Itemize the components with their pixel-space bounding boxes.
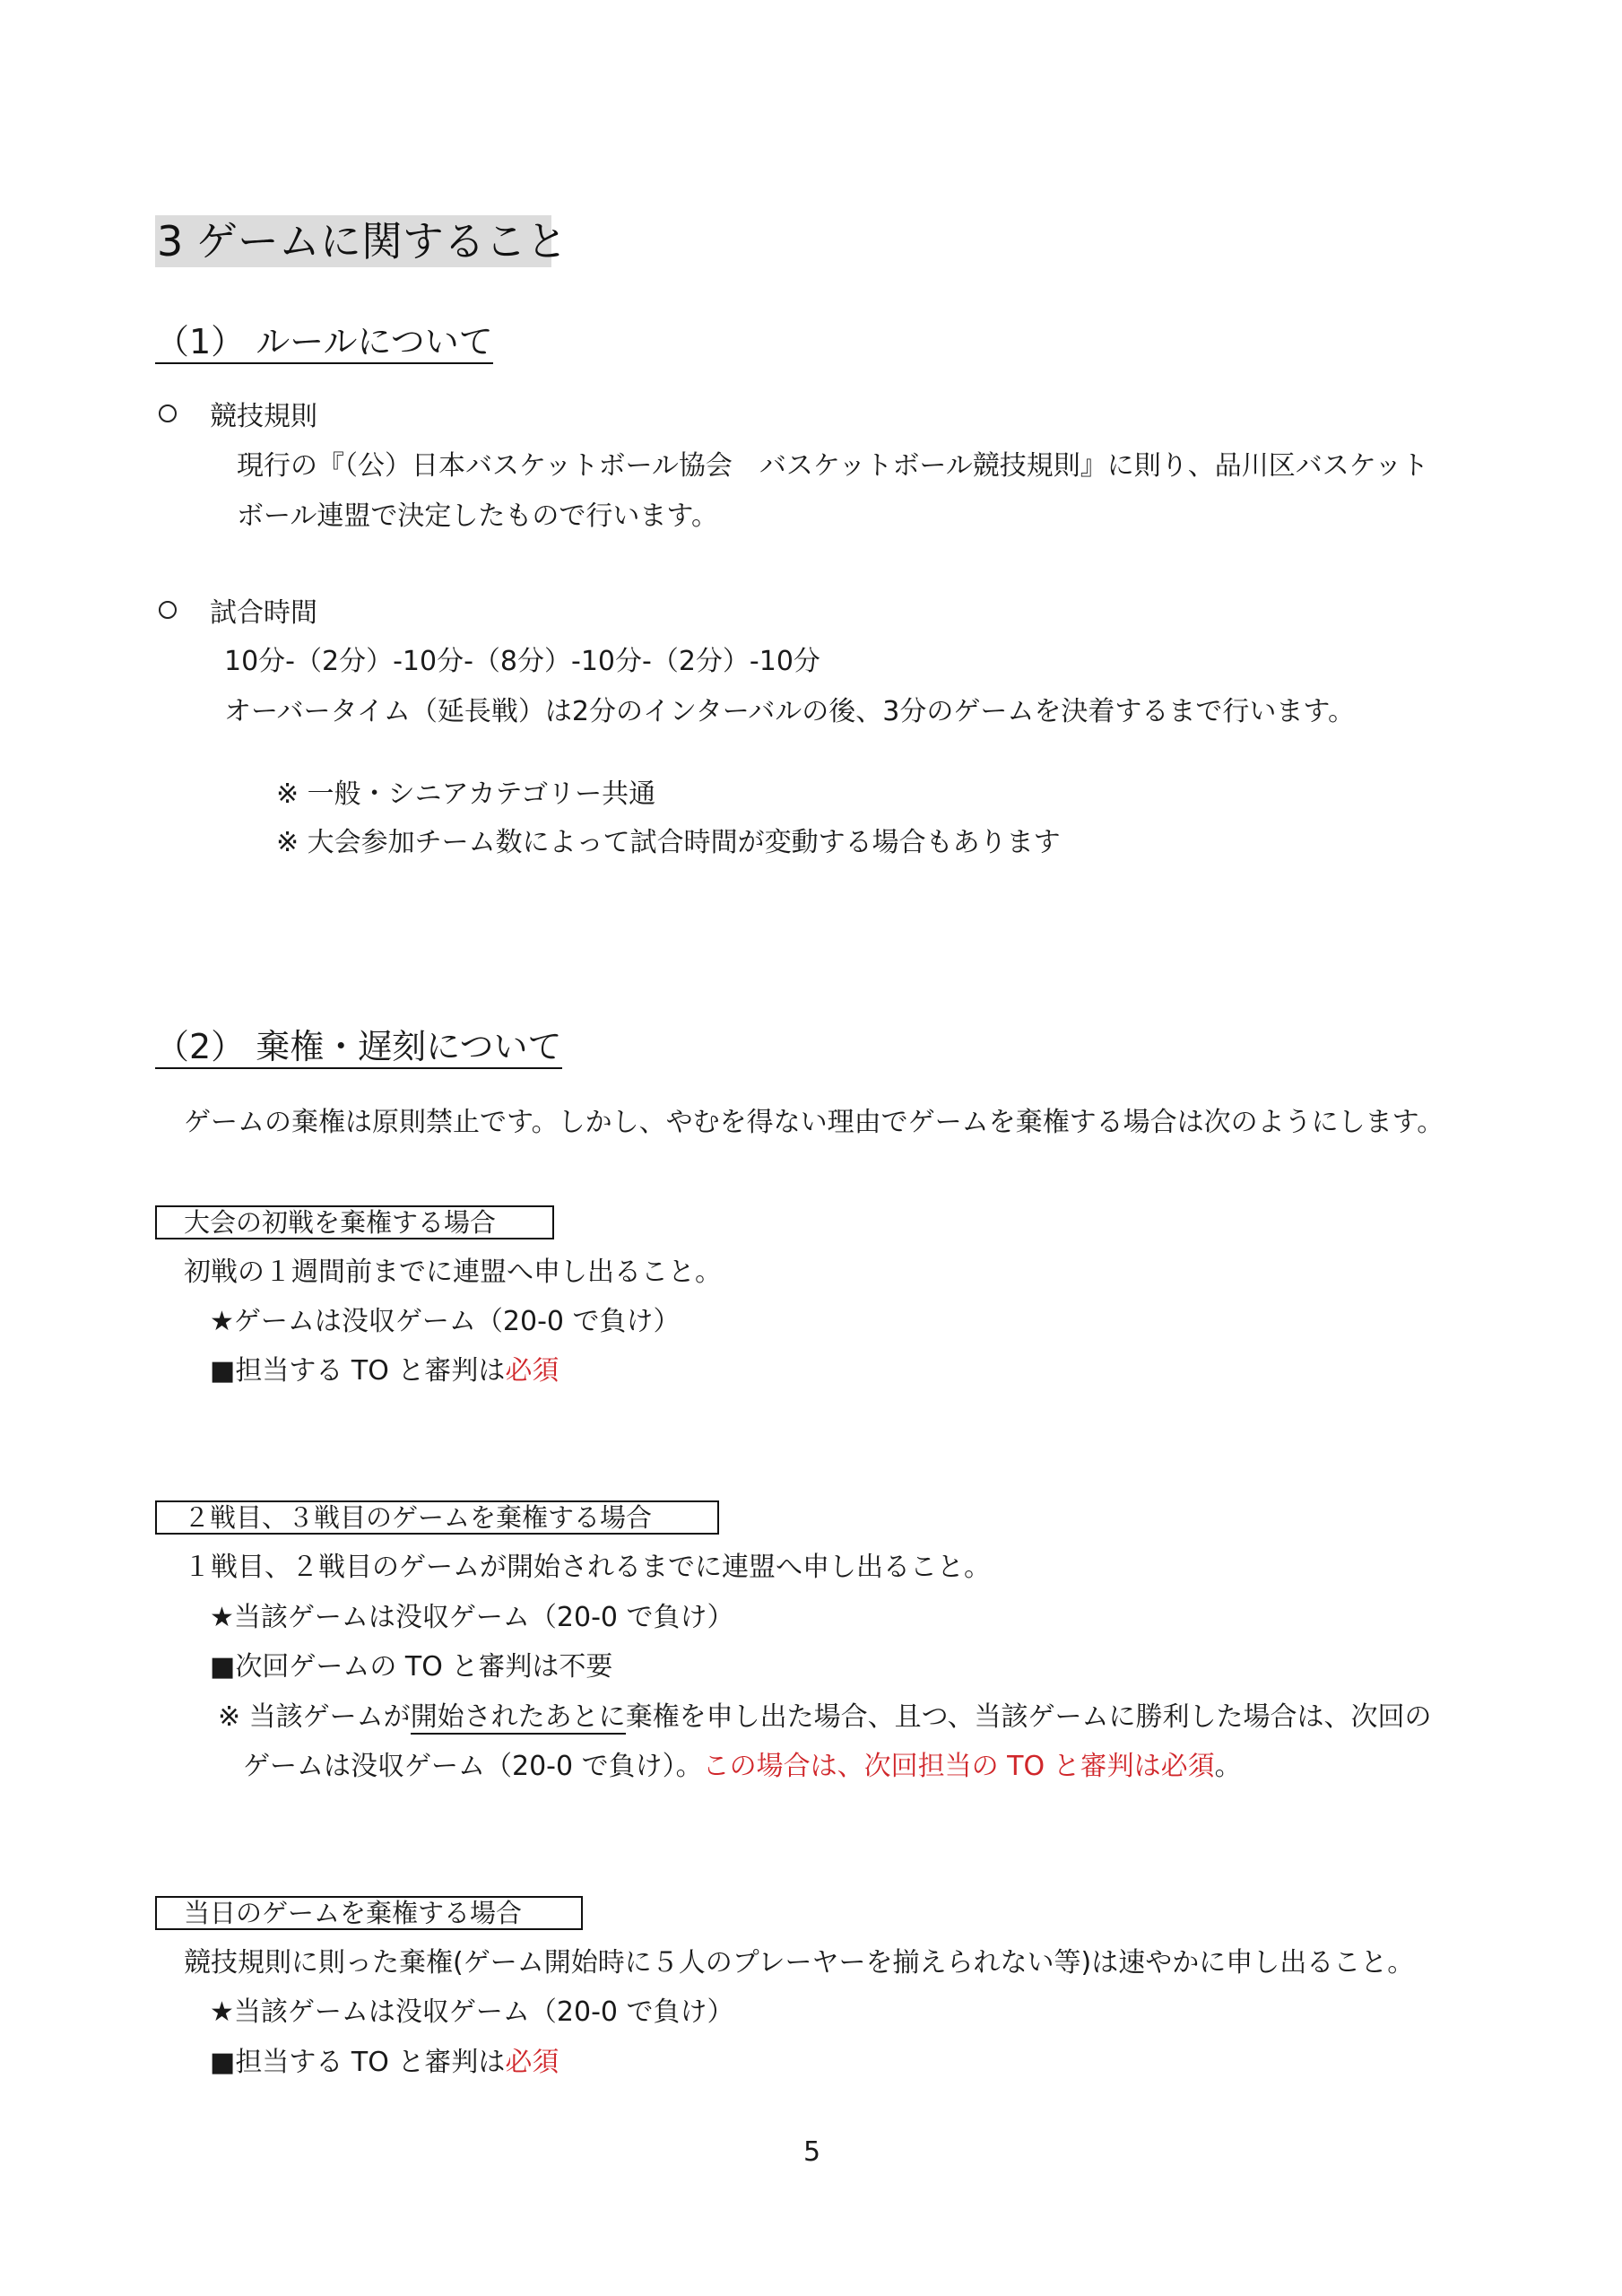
competition-rules-label: 競技規則 xyxy=(210,401,317,432)
case1-required: 必須 xyxy=(505,1355,559,1387)
case1-text-3 xyxy=(210,1355,559,1387)
game-time-note-2: ※ 大会参加チーム数によって試合時間が変動する場合もあります xyxy=(276,827,1061,858)
case1-text-2: ★ゲームは没収ゲーム（20-0 で負け） xyxy=(210,1306,681,1337)
game-time-label: 試合時間 xyxy=(210,597,317,629)
case1-title-box: 大会の初戦を棄権する場合 xyxy=(155,1205,554,1239)
game-time-text-2: オーバータイム（延長戦）は2分のインターバルの後、3分のゲームを決着するまで行います。 xyxy=(224,696,1355,727)
case2-note-underlined: 開始されたあとに xyxy=(410,1701,626,1733)
case2-note-1 xyxy=(218,1701,1432,1733)
case2-note-1a: ※ 当該ゲームが xyxy=(218,1701,411,1733)
case2-text-3: ■次回ゲームの TO と審判は不要 xyxy=(210,1651,613,1683)
case2-text-1: １戦目、２戦目のゲームが開始されるまでに連盟へ申し出ること。 xyxy=(184,1552,991,1583)
case3-text-2: ★当該ゲームは没収ゲーム（20-0 で負け） xyxy=(210,1996,734,2028)
case2-title-box: ２戦目、３戦目のゲームを棄権する場合 xyxy=(155,1500,719,1535)
case2-note-required: この場合は、次回担当の TO と審判は必須 xyxy=(702,1751,1215,1782)
section-title: 3 ゲームに関すること xyxy=(157,217,568,265)
bullet-circle-icon xyxy=(159,601,177,619)
bullet-circle-icon xyxy=(159,404,177,422)
case3-text-3a: ■担当する TO と審判は xyxy=(210,2047,506,2078)
game-time-note-1: ※ 一般・シニアカテゴリー共通 xyxy=(276,778,656,810)
page-number: 5 xyxy=(803,2136,821,2168)
case1-text-3a: ■担当する TO と審判は xyxy=(210,1355,506,1387)
case3-title-box: 当日のゲームを棄権する場合 xyxy=(155,1896,583,1930)
rules-heading: （1） ルールについて xyxy=(155,325,493,364)
case3-text-3 xyxy=(210,2049,559,2076)
case2-note-2c: 。 xyxy=(1214,1751,1242,1782)
case2-note-2 xyxy=(243,1753,1242,1780)
competition-rules-text-2: ボール連盟で決定したもので行います。 xyxy=(237,500,718,532)
case1-text-1: 初戦の１週間前までに連盟へ申し出ること。 xyxy=(184,1257,722,1288)
case2-note-1c: 棄権を申し出た場合、且つ、当該ゲームに勝利した場合は、次回の xyxy=(625,1701,1432,1733)
forfeit-heading: （2） 棄権・遅刻について xyxy=(155,1030,562,1069)
case3-text-1: 競技規則に則った棄権(ゲーム開始時に５人のプレーヤーを揃えられない等)は速やかに申し出ること。 xyxy=(184,1947,1415,1979)
game-time-text-1: 10分-（2分）-10分-（8分）-10分-（2分）-10分 xyxy=(224,646,820,677)
competition-rules-text-1: 現行の『（公）日本バスケットボール協会 バスケットボール競技規則』に則り、品川区バスケット xyxy=(237,450,1429,482)
case2-text-2: ★当該ゲームは没収ゲーム（20-0 で負け） xyxy=(210,1602,734,1633)
case2-note-2a: ゲームは没収ゲーム（20-0 で負け）。 xyxy=(243,1751,703,1782)
case3-required: 必須 xyxy=(505,2047,559,2078)
forfeit-intro: ゲームの棄権は原則禁止です。しかし、やむを得ない理由でゲームを棄権する場合は次のようにします。 xyxy=(184,1107,1444,1138)
